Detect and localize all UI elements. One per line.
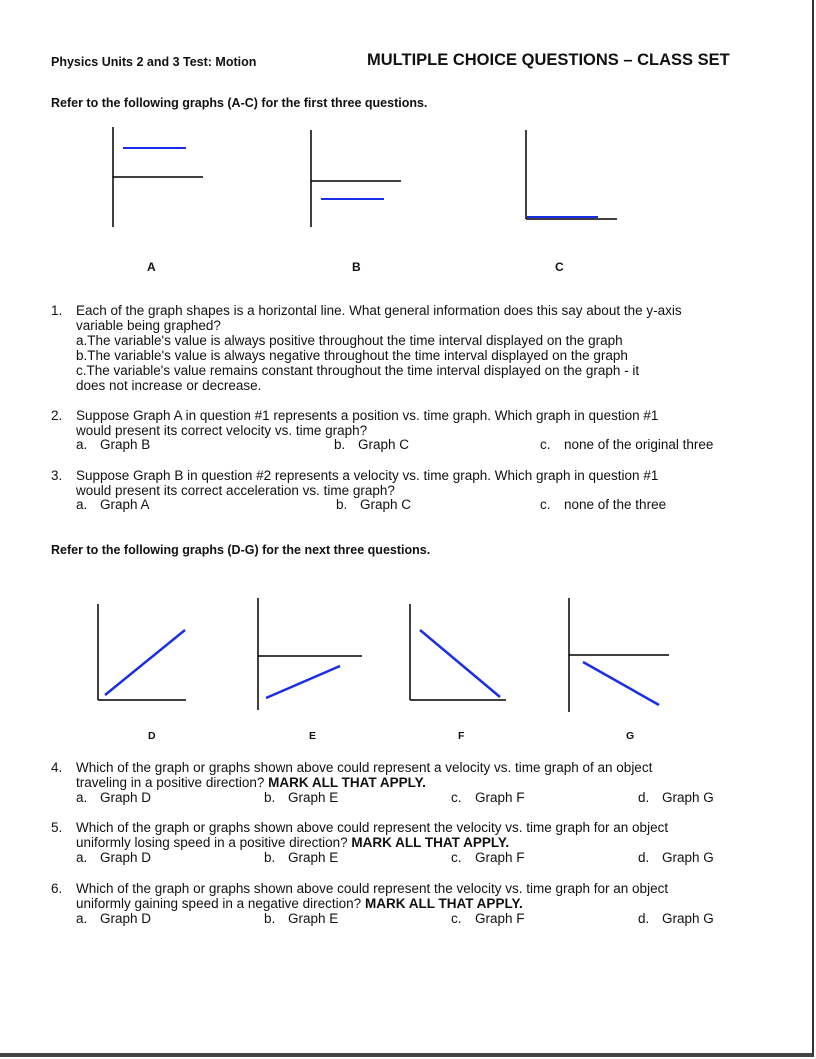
graph-b (311, 130, 401, 227)
q5-option-a[interactable]: a. Graph D (76, 850, 152, 865)
question-number: 6. (51, 881, 63, 896)
question-text-line: Which of the graph or graphs shown above could represent the velocity vs. time graph for an object (76, 820, 669, 835)
section2-intro: Refer to the following graphs (D-G) for the next three questions. (51, 543, 431, 557)
question-1 (51, 303, 751, 398)
graph-label-e: E (309, 730, 317, 742)
question-emphasis: MARK ALL THAT APPLY. (351, 835, 510, 850)
question-text-line: uniformly gaining speed in a negative direction? MARK ALL THAT APPLY. (76, 896, 523, 911)
question-3 (51, 468, 751, 498)
question-number: 2. (51, 408, 63, 423)
question-text-line: traveling in a positive direction? MARK ALL THAT APPLY. (76, 775, 426, 790)
q6-option-c[interactable]: c. Graph F (451, 911, 525, 926)
graph-a (113, 127, 203, 227)
graph-f (410, 604, 506, 700)
question-text-line: Suppose Graph A in question #1 represents a position vs. time graph. Which graph in question #1 (76, 408, 659, 423)
graph-g (569, 598, 669, 712)
question-number: 3. (51, 468, 63, 483)
question-number: 4. (51, 760, 63, 775)
question-number: 5. (51, 820, 63, 835)
graph-label-f: F (458, 730, 465, 742)
section1-intro: Refer to the following graphs (A-C) for the first three questions. (51, 96, 428, 110)
q4-option-c[interactable]: c. Graph F (451, 790, 525, 805)
q5-option-b[interactable]: b. Graph E (264, 850, 339, 865)
header-right-title: MULTIPLE CHOICE QUESTIONS – CLASS SET (367, 51, 730, 69)
question-text-line: would present its correct acceleration vs. time graph? (76, 483, 395, 498)
question-emphasis: MARK ALL THAT APPLY. (268, 775, 426, 790)
q2-option-a[interactable]: a. Graph B (76, 437, 151, 452)
q6-option-b[interactable]: b. Graph E (264, 911, 339, 926)
question-emphasis: MARK ALL THAT APPLY. (364, 896, 523, 911)
q5-option-d[interactable]: d. Graph G (638, 850, 714, 865)
graph-label-c: C (555, 260, 564, 274)
graph-label-d: D (148, 730, 156, 742)
question-text-line: Which of the graph or graphs shown above could represent a velocity vs. time graph of an object (76, 760, 653, 775)
q3-option-c[interactable]: c. none of the three (540, 497, 667, 512)
graph-label-b: B (352, 260, 361, 274)
graph-label-g: G (626, 730, 635, 742)
option-a[interactable]: a.The variable's value is always positive throughout the time interval displayed on the graph (76, 333, 623, 348)
q6-option-a[interactable]: a. Graph D (76, 911, 152, 926)
graph-e (258, 598, 362, 710)
q2-option-b[interactable]: b. Graph C (334, 437, 410, 452)
header-left-title: Physics Units 2 and 3 Test: Motion (51, 55, 257, 69)
option-b[interactable]: b.The variable's value is always negative throughout the time interval displayed on the graph (76, 348, 628, 363)
graph-d (98, 604, 186, 700)
q4-option-b[interactable]: b. Graph E (264, 790, 339, 805)
question-4 (51, 760, 751, 790)
option-c-continued: does not increase or decrease. (76, 378, 262, 393)
q3-option-a[interactable]: a. Graph A (76, 497, 150, 512)
question-6 (51, 881, 751, 911)
q2-option-c[interactable]: c. none of the original three (540, 437, 714, 452)
q5-option-c[interactable]: c. Graph F (451, 850, 525, 865)
question-text-line: variable being graphed? (76, 318, 221, 333)
option-c[interactable]: c.The variable's value remains constant throughout the time interval displayed on the graph - it (76, 363, 640, 378)
q3-option-b[interactable]: b. Graph C (336, 497, 412, 512)
question-number: 1. (51, 303, 63, 318)
question-5 (51, 820, 751, 850)
q6-option-d[interactable]: d. Graph G (638, 911, 714, 926)
question-text-line: Each of the graph shapes is a horizontal line. What general information does this say about the y-axis (76, 303, 682, 318)
q4-option-d[interactable]: d. Graph G (638, 790, 714, 805)
graph-label-a: A (147, 260, 156, 274)
question-text-line: Which of the graph or graphs shown above could represent the velocity vs. time graph for an object (76, 881, 669, 896)
question-text-line: would present its correct velocity vs. time graph? (76, 423, 368, 438)
q4-option-a[interactable]: a. Graph D (76, 790, 152, 805)
graph-c (526, 130, 617, 219)
question-text-line: Suppose Graph B in question #2 represents a velocity vs. time graph. Which graph in question #1 (76, 468, 659, 483)
question-text-line: uniformly losing speed in a positive direction? MARK ALL THAT APPLY. (76, 835, 510, 850)
